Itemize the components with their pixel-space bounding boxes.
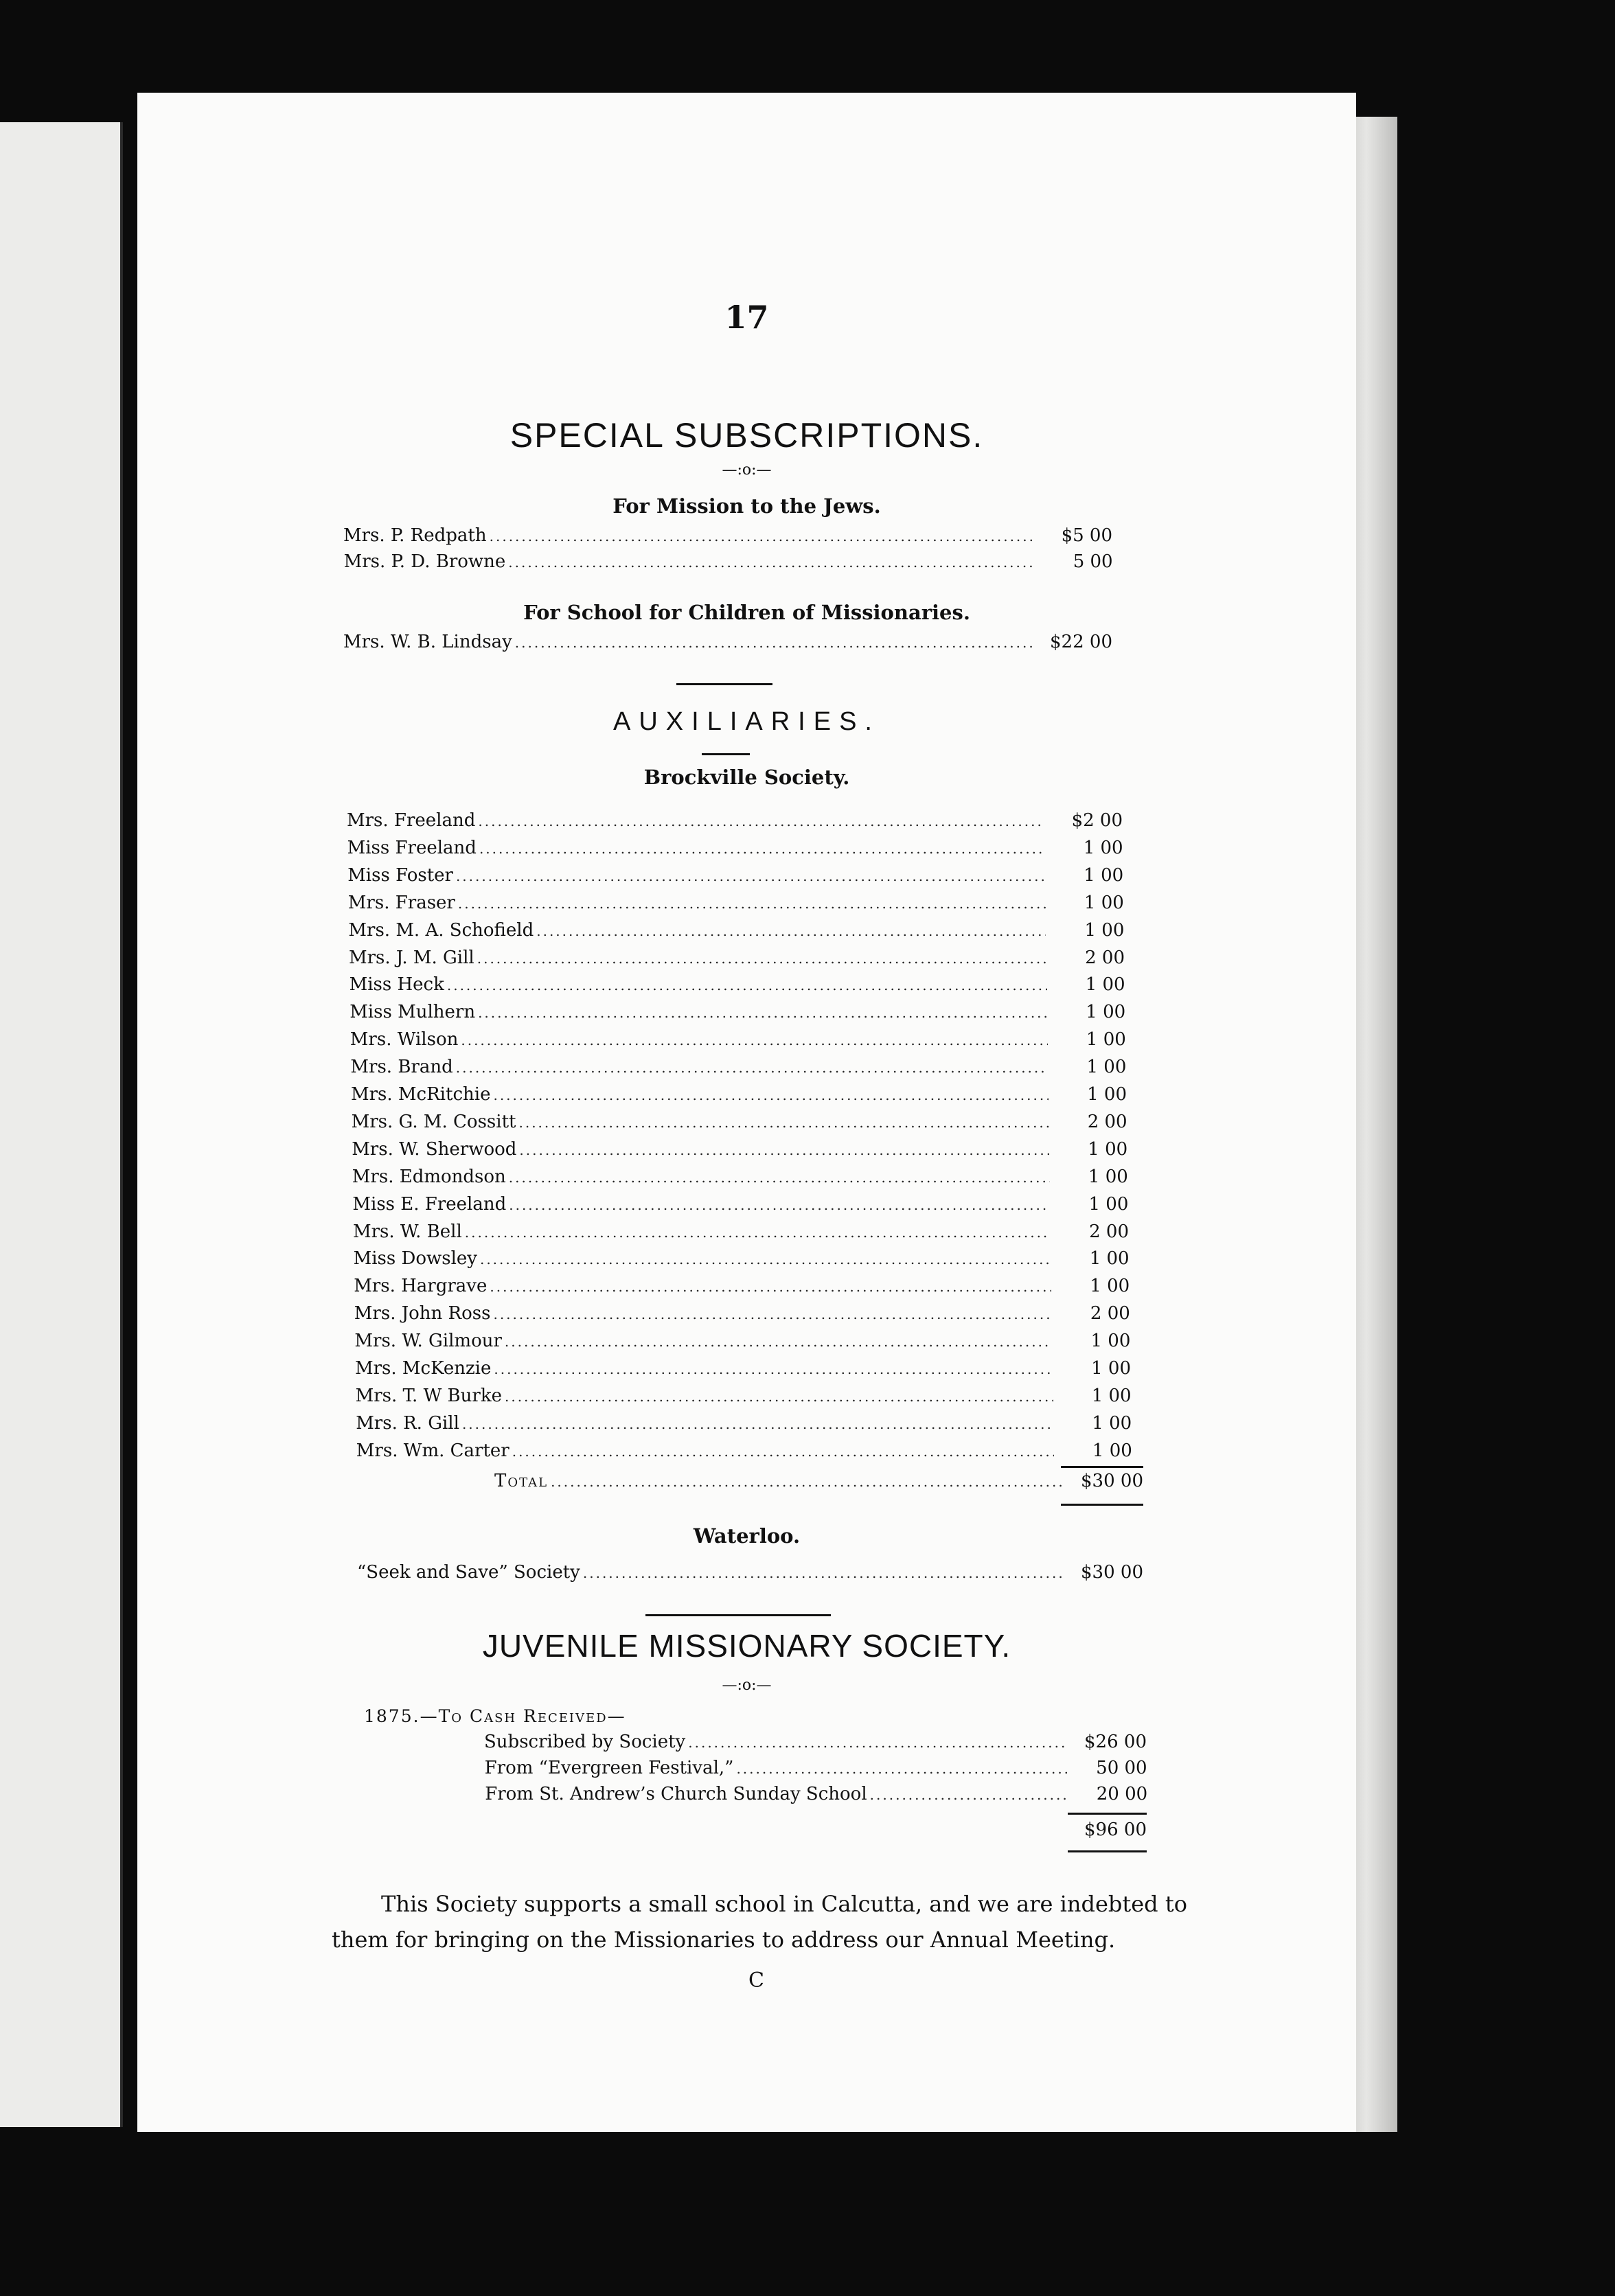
dot-leader: [465, 1224, 1051, 1241]
ledger-row: [348, 893, 1124, 920]
row-name: Mrs. Wilson: [350, 1029, 459, 1051]
row-amount: 1 00: [1090, 1331, 1131, 1352]
juvenile-total-rule: [1068, 1813, 1147, 1815]
juvenile-total-amount: $96 00: [1084, 1819, 1147, 1840]
dot-leader: [518, 1114, 1049, 1131]
row-name: Miss Dowsley: [353, 1248, 477, 1270]
ledger-row: [344, 551, 1113, 579]
row-amount: 1 00: [1086, 1029, 1126, 1051]
year-line-text: 1875.—To Cash Received—: [364, 1706, 626, 1726]
row-name: Mrs. M. A. Schofield: [348, 919, 534, 941]
ornament-divider: —:o:—: [722, 461, 772, 479]
dot-leader: [456, 1059, 1049, 1076]
juvenile-title: JUVENILE MISSIONARY SOCIETY.: [482, 1628, 1011, 1664]
row-amount: 1 00: [1086, 1057, 1127, 1078]
total-label: Total: [494, 1471, 549, 1491]
total-rule: [1061, 1466, 1143, 1468]
dot-leader: [456, 868, 1045, 884]
row-name: Mrs. Edmondson: [352, 1166, 506, 1187]
ledger-row: [351, 1084, 1127, 1112]
juvenile-total-rule-under: [1068, 1850, 1147, 1852]
row-amount: 1 00: [1088, 1166, 1128, 1187]
dot-leader: [479, 840, 1045, 857]
row-name: Mrs. Hargrave: [354, 1276, 488, 1297]
total-row: [494, 1471, 1143, 1498]
ledger-row: [354, 1303, 1130, 1331]
row-name: Mrs. R. Gill: [356, 1412, 459, 1434]
row-amount: 2 00: [1087, 1111, 1127, 1132]
brockville-heading: Brockville Society.: [643, 766, 850, 789]
row-amount: 2 00: [1090, 1303, 1130, 1324]
row-amount: 1 00: [1092, 1412, 1132, 1434]
row-amount: 1 00: [1088, 1138, 1128, 1160]
dot-leader: [493, 1087, 1049, 1103]
row-amount: 1 00: [1083, 837, 1123, 858]
row-amount: 2 00: [1089, 1221, 1129, 1242]
dot-leader: [515, 634, 1034, 651]
row-name: Miss Foster: [347, 864, 453, 886]
row-amount: $30 00: [1081, 1562, 1143, 1583]
dot-leader: [447, 977, 1047, 994]
ledger-row: [354, 1276, 1130, 1303]
ledger-row: [347, 865, 1123, 893]
dot-leader: [536, 923, 1046, 939]
dot-leader: [490, 1278, 1051, 1295]
note-line-2: them for bringing on the Missionaries to address our Annual Meeting.: [332, 1927, 1116, 1953]
document-page: [137, 93, 1356, 2132]
dot-leader: [519, 1142, 1049, 1158]
ledger-row: [352, 1139, 1127, 1167]
row-name: From “Evergreen Festival,”: [484, 1758, 734, 1778]
dot-leader: [870, 1787, 1070, 1803]
row-name: “Seek and Save” Society: [357, 1562, 580, 1583]
row-name: Mrs. McKenzie: [355, 1358, 492, 1379]
ornament-divider: —:o:—: [722, 1677, 772, 1694]
dot-leader: [493, 1306, 1051, 1322]
dot-leader: [736, 1760, 1068, 1777]
dot-leader: [512, 1443, 1054, 1460]
dot-leader: [551, 1473, 1065, 1490]
jews-heading: For Mission to the Jews.: [612, 494, 881, 518]
dot-leader: [478, 813, 1044, 829]
row-amount: 2 00: [1085, 947, 1125, 968]
dot-leader: [508, 554, 1034, 571]
row-amount: 1 00: [1084, 919, 1125, 941]
row-amount: 1 00: [1092, 1440, 1132, 1461]
dot-leader: [480, 1251, 1051, 1267]
row-name: Miss E. Freeland: [352, 1193, 507, 1215]
row-amount: $26 00: [1084, 1732, 1147, 1752]
row-amount: 50 00: [1096, 1758, 1147, 1778]
dot-leader: [494, 1361, 1053, 1377]
row-amount: 1 00: [1085, 974, 1125, 996]
row-name: Mrs. Fraser: [347, 892, 455, 913]
row-amount: 1 00: [1086, 1002, 1126, 1023]
ledger-row: [484, 1732, 1147, 1759]
auxiliaries-title: AUXILIARIES.: [613, 707, 880, 736]
ledger-row: [347, 838, 1123, 865]
dot-leader: [462, 1416, 1053, 1432]
ledger-row: [355, 1358, 1131, 1386]
ledger-row: [356, 1386, 1132, 1413]
dot-leader: [509, 1169, 1050, 1186]
ledger-row: [350, 1029, 1126, 1057]
short-rule: [702, 753, 750, 755]
ledger-row: [350, 974, 1125, 1002]
signature-mark: C: [748, 1968, 764, 1993]
facing-page-edge: [0, 122, 123, 2127]
row-name: Mrs. W. Sherwood: [352, 1138, 517, 1160]
ledger-row: [357, 1562, 1143, 1589]
ledger-row: [352, 1112, 1127, 1139]
dot-leader: [583, 1565, 1065, 1581]
dot-leader: [478, 1004, 1047, 1021]
ledger-row: [485, 1758, 1147, 1785]
row-name: Mrs. Freeland: [347, 810, 476, 831]
row-name: Miss Freeland: [347, 837, 477, 858]
dot-leader: [461, 1032, 1047, 1048]
row-name: Mrs. T. W Burke: [355, 1385, 502, 1406]
row-name: Mrs. W. Gilmour: [354, 1331, 502, 1352]
dot-leader: [505, 1333, 1052, 1350]
row-amount: 5 00: [1073, 551, 1113, 572]
ledger-row: [354, 1248, 1130, 1276]
ledger-row: [352, 1194, 1128, 1221]
special-subscriptions-title: SPECIAL SUBSCRIPTIONS.: [509, 416, 984, 455]
ledger-row: [343, 632, 1112, 659]
total-amount: $30 00: [1081, 1471, 1143, 1491]
row-amount: $5 00: [1061, 525, 1112, 546]
row-amount: 1 00: [1087, 1084, 1127, 1105]
row-amount: 1 00: [1090, 1276, 1130, 1297]
ledger-row: [347, 810, 1123, 838]
dot-leader: [490, 528, 1034, 544]
juvenile-total-row: [1051, 1819, 1147, 1847]
note-line-1: This Society supports a small school in Calcutta, and we are indebted to: [381, 1891, 1187, 1917]
dot-leader: [688, 1734, 1068, 1751]
ledger-row: [356, 1413, 1132, 1440]
row-name: Mrs. John Ross: [354, 1303, 491, 1324]
ledger-row: [354, 1331, 1130, 1358]
total-rule-under: [1061, 1504, 1143, 1506]
row-name: Mrs. Wm. Carter: [356, 1440, 509, 1461]
page-number: 17: [724, 299, 769, 336]
row-name: Mrs. McRitchie: [351, 1084, 491, 1105]
row-name: Subscribed by Society: [484, 1732, 686, 1752]
row-amount: 1 00: [1089, 1248, 1130, 1270]
row-amount: 1 00: [1091, 1385, 1132, 1406]
row-amount: 20 00: [1096, 1784, 1148, 1804]
row-amount: 1 00: [1084, 864, 1124, 886]
row-name: Miss Mulhern: [350, 1002, 476, 1023]
ledger-row: [349, 948, 1125, 975]
row-name: Miss Heck: [349, 974, 444, 996]
row-name: Mrs. W. B. Lindsay: [343, 632, 512, 652]
ledger-row: [348, 920, 1124, 948]
ledger-row: [353, 1221, 1129, 1249]
dot-leader: [477, 950, 1046, 967]
row-name: Mrs. W. Bell: [353, 1221, 462, 1242]
school-heading: For School for Children of Missionaries.: [523, 601, 970, 624]
row-amount: 1 00: [1088, 1193, 1129, 1215]
section-rule: [645, 1614, 831, 1616]
row-amount: 1 00: [1091, 1358, 1131, 1379]
row-name: Mrs. P. D. Browne: [343, 551, 506, 572]
ledger-row: [350, 1002, 1125, 1029]
dot-leader: [505, 1388, 1053, 1405]
section-rule: [676, 683, 772, 685]
row-amount: 1 00: [1084, 892, 1124, 913]
ledger-row: [350, 1057, 1126, 1084]
dot-leader: [458, 895, 1046, 912]
year-line: [364, 1706, 982, 1734]
row-amount: $2 00: [1071, 810, 1123, 831]
row-name: Mrs. P. Redpath: [343, 525, 487, 546]
row-name: Mrs. G. M. Cossitt: [351, 1111, 516, 1132]
ledger-row: [485, 1784, 1147, 1811]
dot-leader: [509, 1197, 1050, 1213]
ledger-row: [352, 1167, 1128, 1194]
row-name: From St. Andrew’s Church Sunday School: [485, 1784, 867, 1804]
ledger-row: [343, 525, 1112, 553]
ledger-row: [356, 1440, 1132, 1468]
row-name: Mrs. J. M. Gill: [349, 947, 474, 968]
waterloo-heading: Waterloo.: [693, 1524, 801, 1548]
row-amount: $22 00: [1050, 632, 1112, 652]
row-name: Mrs. Brand: [350, 1057, 453, 1078]
